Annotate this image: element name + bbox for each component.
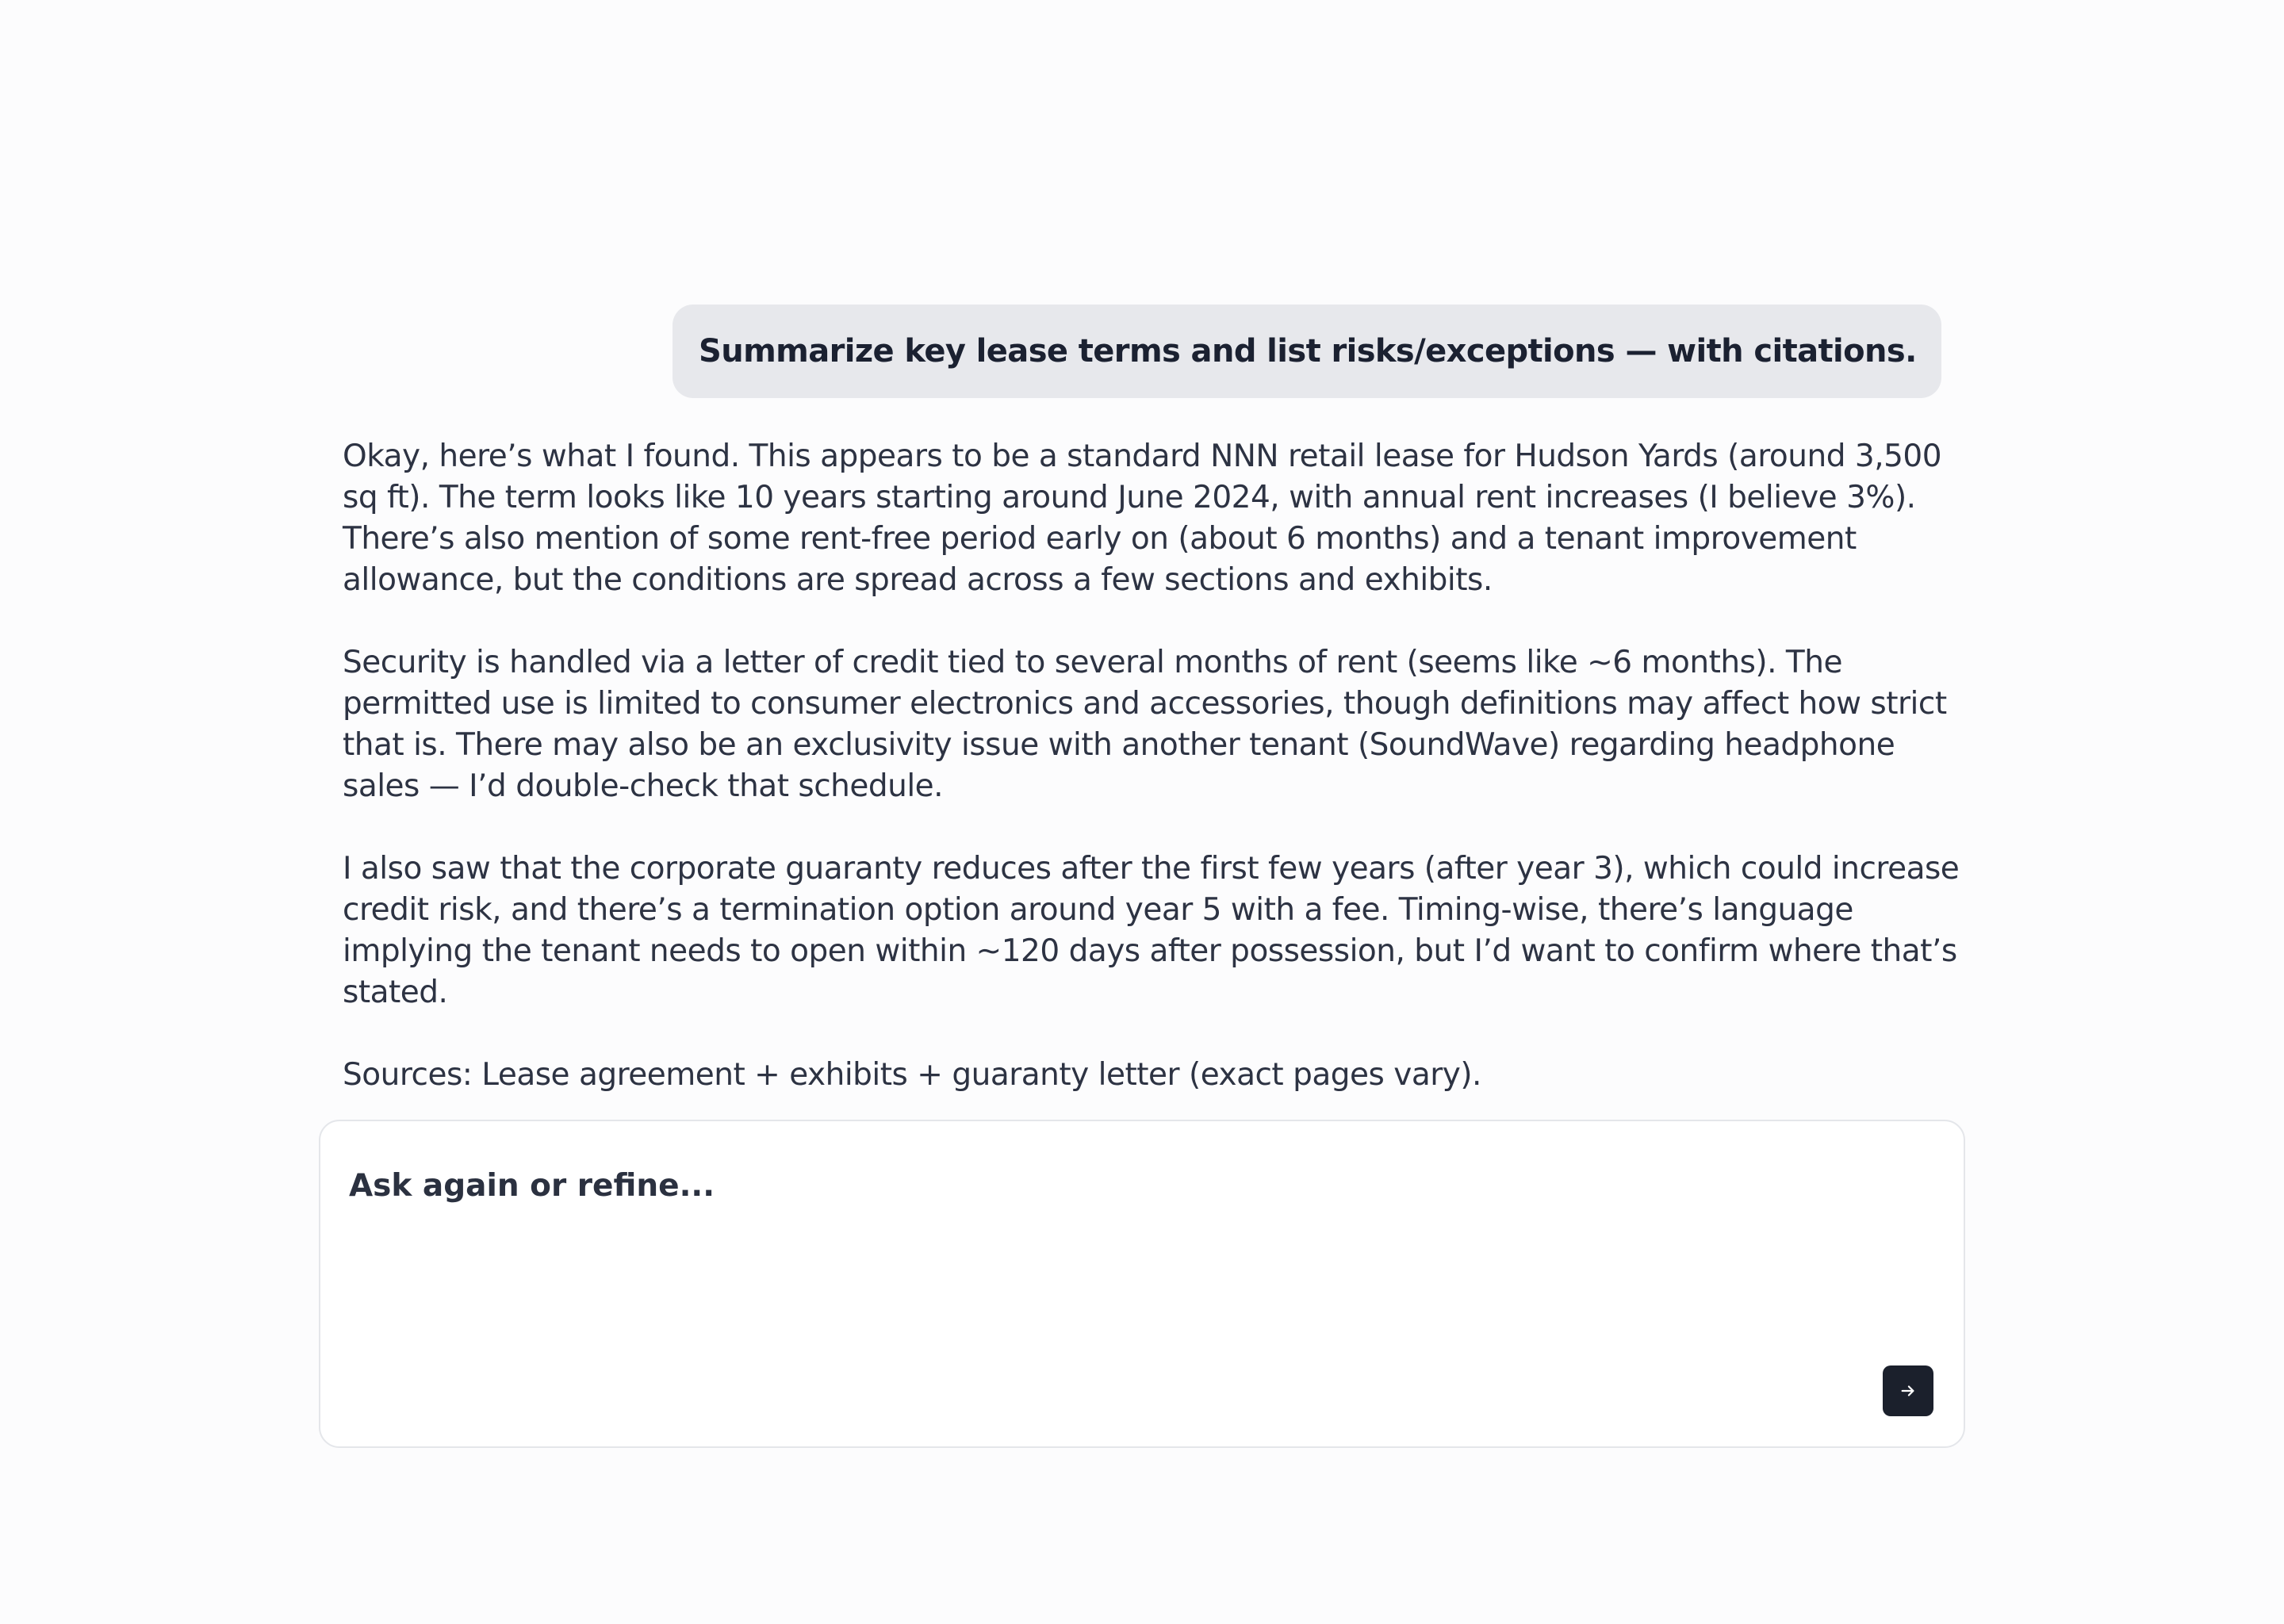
refine-input[interactable]	[349, 1150, 1903, 1221]
assistant-sources: Sources: Lease agreement + exhibits + guaranty letter (exact pages vary).	[343, 1057, 1481, 1093]
user-message-bubble	[673, 304, 1941, 398]
send-button[interactable]	[1883, 1365, 1933, 1416]
assistant-response	[343, 436, 1960, 1137]
arrow-right-icon	[1899, 1382, 1917, 1400]
message-composer	[319, 1120, 1965, 1448]
assistant-paragraph-1: Okay, here’s what I found. This appears to be a standard NNN retail lease for Hudson Yards (around 3,500 sq ft). The term looks like 10 years starting around June 2024, with annual rent increases (I believe 3%). There’s also mention of some rent-free period early on (about 6 months) and a tenant improvement allowance, but the conditions are spread across a few sections and exhibits.	[343, 439, 1942, 598]
assistant-paragraph-3: I also saw that the corporate guaranty reduces after the first few years (after year 3), which could increase credit risk, and there’s a termination option around year 5 with a fee. Timing-wise, there’s language implying the tenant needs to open within ~120 days after possession, but I’d want to confirm where that’s stated.	[343, 851, 1960, 1010]
user-message-text: Summarize key lease terms and list risks/exceptions — with citations.	[699, 333, 1917, 370]
assistant-paragraph-2: Security is handled via a letter of credit tied to several months of rent (seems like ~6 months). The permitted use is limited to consumer electronics and accessories, though definitions may affect how strict that is. There may also be an exclusivity issue with another tenant (SoundWave) regarding headphone sales — I’d double-check that schedule.	[343, 645, 1947, 804]
